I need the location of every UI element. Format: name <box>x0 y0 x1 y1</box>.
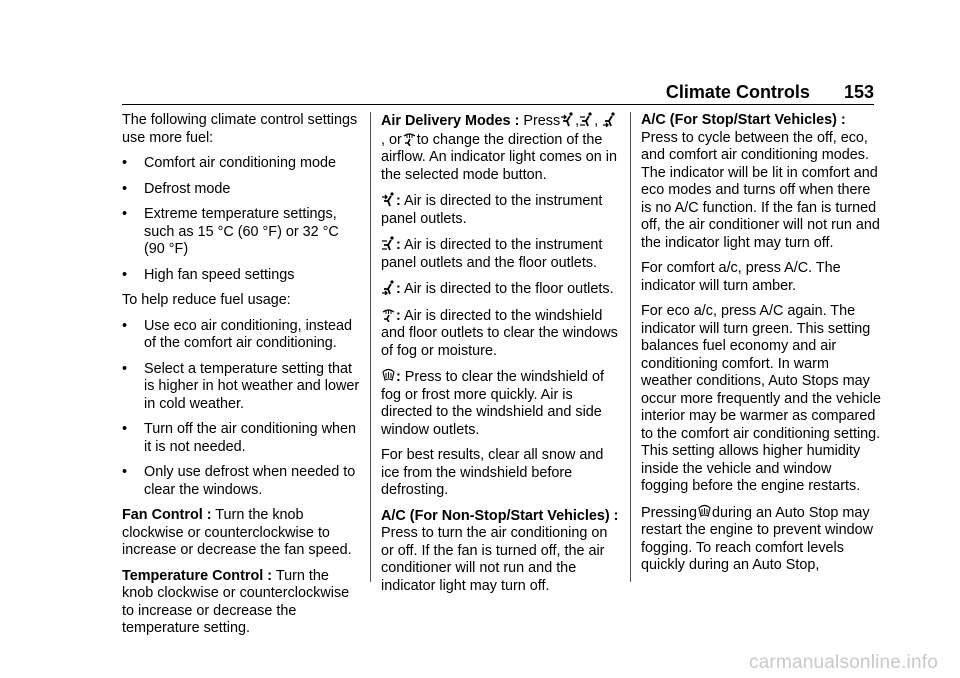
column-2 <box>381 112 621 603</box>
pressing-paragraph: Pressing during an Auto Stop may restart the engine to prevent window fogging. To reach comfort levels quickly during an Auto Stop, <box>641 504 873 573</box>
column-1 <box>122 112 360 646</box>
defog-mode-icon <box>382 307 395 322</box>
column-divider <box>630 112 631 582</box>
header-rule <box>122 104 874 105</box>
reduce-intro: To help reduce fuel usage: <box>122 292 291 308</box>
mode-defrost-paragraph: : Press to clear the windshield of fog or frost more quickly. Air is directed to the windshield and side window outlets. <box>381 369 604 438</box>
temperature-control-label: Temperature Control : <box>122 567 273 584</box>
list-item: • Defrost mode <box>122 180 231 197</box>
floor-mode-icon <box>382 280 395 295</box>
mode-bilevel-paragraph: : Air is directed to the instrument panel outlets and the floor outlets. <box>381 237 603 271</box>
ac-nonstop-paragraph: A/C (For Non-Stop/Start Vehicles) : Press to turn the air conditioning on or off. If the fan is turned off, the air conditioner will not run and the indicator light may turn off. <box>381 507 619 594</box>
section-title: Climate Controls <box>665 82 810 102</box>
vent-mode-icon <box>561 112 574 127</box>
air-delivery-label: Air Delivery Modes : <box>381 113 520 129</box>
temperature-control-paragraph: Temperature Control : Turn the knob clockwise or counterclockwise to increase or decrease the temperature setting. <box>122 567 350 636</box>
list-item: • Use eco air conditioning, instead of the comfort air conditioning. <box>122 317 352 351</box>
bilevel-mode-icon <box>580 112 593 127</box>
list-item: • High fan speed settings <box>122 266 295 283</box>
mode-defog-paragraph: : Air is directed to the windshield and floor outlets to clear the windows of fog or moisture. <box>381 307 618 359</box>
vent-mode-icon <box>382 192 395 207</box>
defog-mode-icon <box>403 131 416 146</box>
eco-paragraph: For eco a/c, press A/C again. The indicator will turn green. This setting balances fuel economy and air conditioning comfort. In warm weather conditions, Auto Stops may occur more frequently and the vehicle interior may be warmer as compared to the comfort air conditioning setting. This setting allows higher humidity inside the vehicle and window fogging before the engine restarts. <box>641 303 881 494</box>
ac-stopstart-paragraph: A/C (For Stop/Start Vehicles) : Press to cycle between the off, eco, and comfort air conditioning modes. The indicator will be lit in comfort and eco modes and turns off when there is no A/C function. If the fan is turned off, the air conditioner will not run and the indicator light may turn off. <box>641 112 880 251</box>
page-header <box>666 82 874 103</box>
defrost-icon <box>382 368 395 383</box>
column-divider <box>370 112 371 582</box>
list-item: • Only use defrost when needed to clear the windows. <box>122 464 356 498</box>
bilevel-mode-icon <box>382 236 395 251</box>
ac-nonstop-label: A/C (For Non-Stop/Start Vehicles) : <box>381 507 619 524</box>
mode-panel-paragraph: : Air is directed to the instrument panel outlets. <box>381 193 603 227</box>
air-delivery-paragraph: Air Delivery Modes : Press , , , or to change the direction of the airflow. An indicator light comes on in the selected mode button. <box>381 113 617 183</box>
list-item: • Turn off the air conditioning when it is not needed. <box>122 421 356 455</box>
best-results-paragraph: For best results, clear all snow and ice from the windshield before defrosting. <box>381 447 604 498</box>
comfort-paragraph: For comfort a/c, press A/C. The indicator will turn amber. <box>641 260 841 294</box>
mode-floor-paragraph: : Air is directed to the floor outlets. <box>381 280 621 299</box>
floor-mode-icon <box>603 112 616 127</box>
fan-control-label: Fan Control : <box>122 507 212 523</box>
fuel-intro: The following climate control settings use more fuel: <box>122 112 358 146</box>
page-number: 153 <box>843 82 874 102</box>
fan-control-paragraph: Fan Control : Turn the knob clockwise or counterclockwise to increase or decrease the fan speed. <box>122 507 352 558</box>
list-item: • Extreme temperature settings, such as 15 °C (60 °F) or 32 °C (90 °F) <box>122 206 339 257</box>
defrost-icon <box>698 504 711 519</box>
watermark: carmanualsonline.info <box>748 652 938 673</box>
ac-stopstart-label: A/C (For Stop/Start Vehicles) : <box>641 112 846 128</box>
column-3 <box>641 112 881 583</box>
list-item: • Comfort air conditioning mode <box>122 155 336 171</box>
list-item: • Select a temperature setting that is higher in hot weather and lower in cold weather. <box>122 360 360 412</box>
